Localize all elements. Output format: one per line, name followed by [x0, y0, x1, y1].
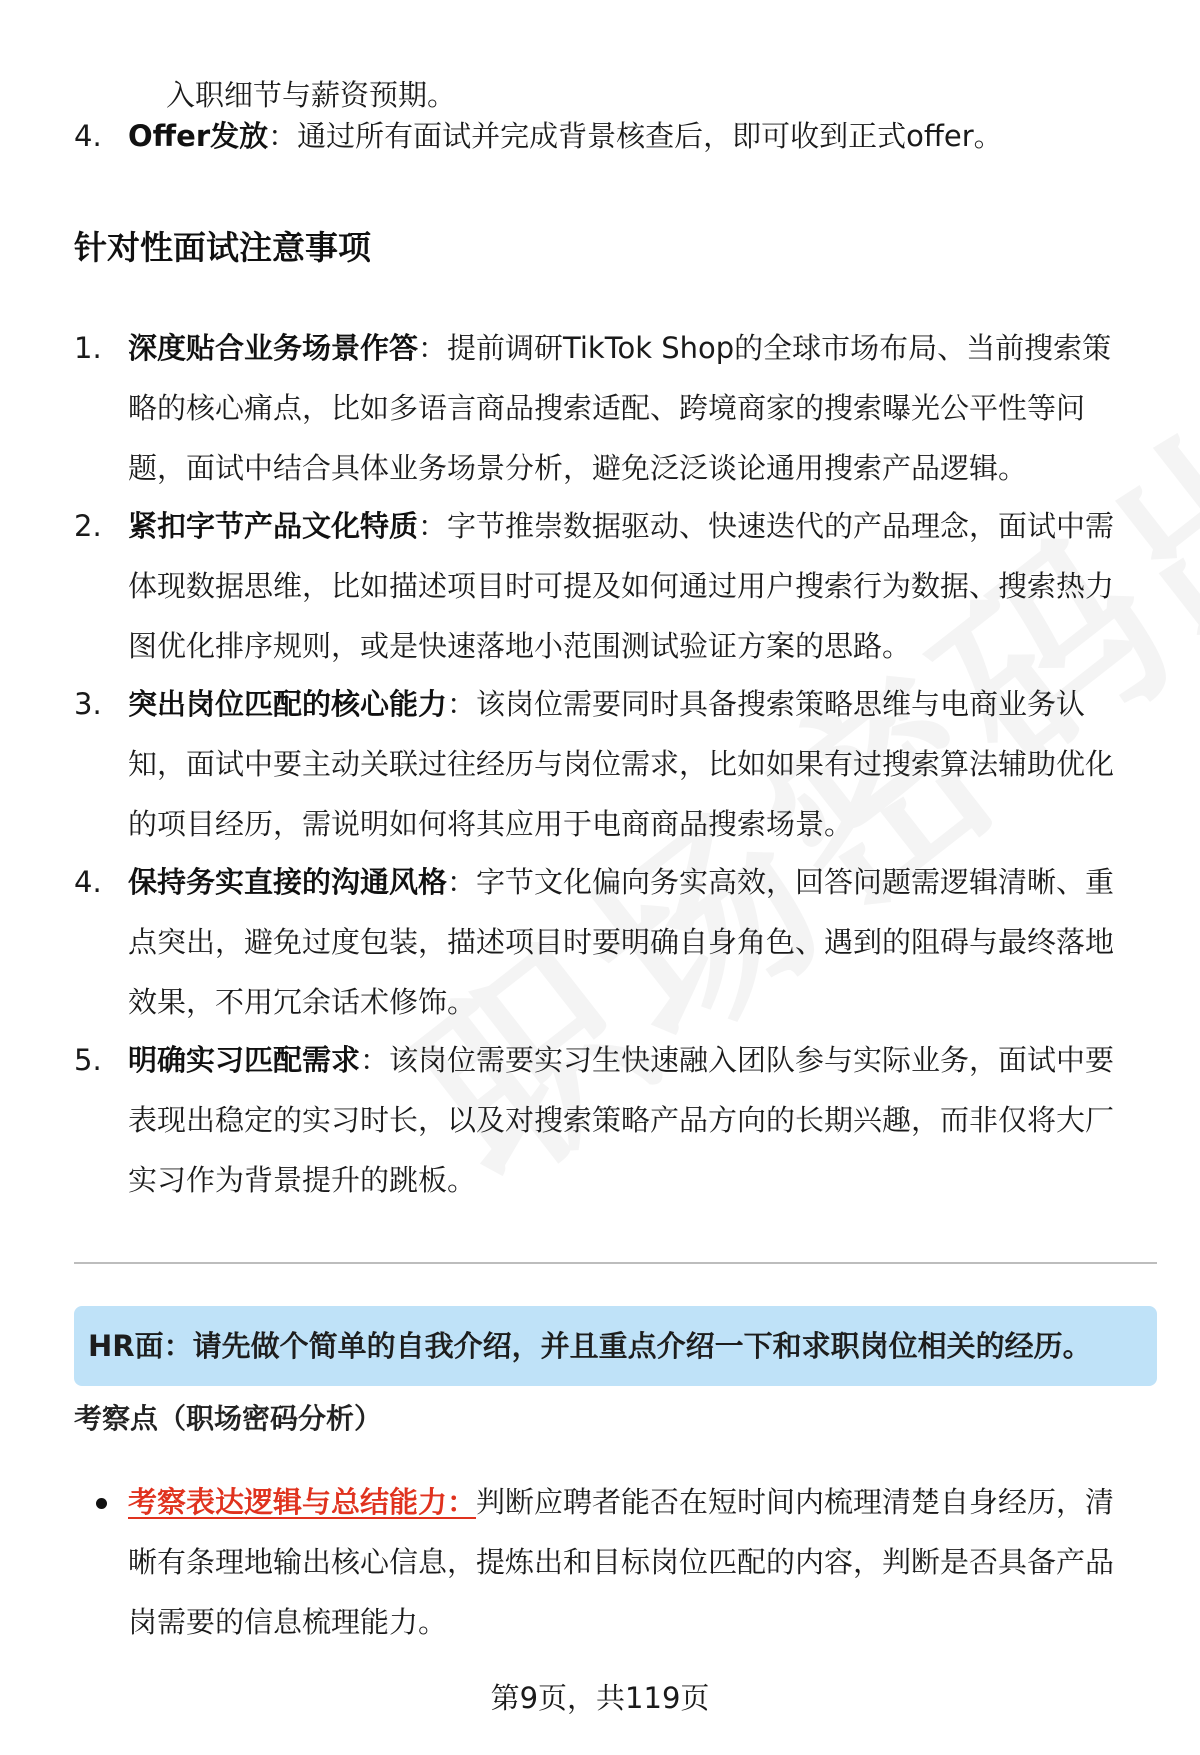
analysis-bullet	[74, 1472, 1144, 1652]
list-item-body: ：该岗位需要实习生快速融入团队参与实际业务，面试中要表现出稳定的实习时长，以及对搜索策略产品方向的长期兴趣，而非仅将大厂实习作为背景提升的跳板。	[128, 1043, 1115, 1197]
list-number: 2.	[74, 509, 102, 543]
list-number: 4.	[74, 865, 102, 899]
list-number: 1.	[74, 331, 102, 365]
list-item-bold-label: 深度贴合业务场景作答	[128, 331, 419, 365]
process-item-4	[74, 106, 1144, 166]
tip-item-2	[74, 496, 1144, 676]
question-text: HR面：请先做个简单的自我介绍，并且重点介绍一下和求职岗位相关的经历。	[88, 1329, 1092, 1363]
list-number: 4.	[74, 119, 102, 153]
list-text	[128, 674, 1128, 854]
list-item-bold-label: 紧扣字节产品文化特质	[128, 509, 419, 543]
list-item-body: ：通过所有面试并完成背景核查后，即可收到正式offer。	[268, 119, 1003, 153]
list-number: 3.	[74, 687, 102, 721]
list-text	[128, 496, 1128, 676]
list-text	[128, 106, 1128, 166]
list-item-body: ：提前调研TikTok Shop的全球市场布局、当前搜索策略的核心痛点，比如多语言商品搜索适配、跨境商家的搜索曝光公平性等问题，面试中结合具体业务场景分析，避免泛泛谈论通用搜索产品逻辑。	[128, 331, 1112, 485]
list-item-bold-label: Offer发放	[128, 119, 269, 153]
section-divider	[74, 1262, 1157, 1264]
list-item-body: ：该岗位需要同时具备搜索策略思维与电商业务认知，面试中要主动关联过往经历与岗位需求，比如如果有过搜索算法辅助优化的项目经历，需说明如何将其应用于电商商品搜索场景。	[128, 687, 1115, 841]
list-text	[128, 318, 1128, 498]
tip-item-4	[74, 852, 1144, 1032]
list-item-body: ：字节推崇数据驱动、快速迭代的产品理念，面试中需体现数据思维，比如描述项目时可提及如何通过用户搜索行为数据、搜索热力图优化排序规则，或是快速落地小范围测试验证方案的思路。	[128, 509, 1115, 663]
bullet-dot-icon	[96, 1498, 107, 1509]
tip-item-1	[74, 318, 1144, 498]
list-number: 5.	[74, 1043, 102, 1077]
carry-over-line: 入职细节与薪资预期。	[166, 78, 457, 112]
analysis-highlight-link[interactable]: 考察表达逻辑与总结能力：	[128, 1485, 477, 1519]
list-item-bold-label: 保持务实直接的沟通风格	[128, 865, 448, 899]
list-text	[128, 1030, 1128, 1210]
list-item-body: ：字节文化偏向务实高效，回答问题需逻辑清晰、重点突出，避免过度包装，描述项目时要明确自身角色、遇到的阻碍与最终落地效果，不用冗余话术修饰。	[128, 865, 1115, 1019]
page-footer: 第9页，共119页	[490, 1681, 710, 1715]
bullet-text	[128, 1472, 1128, 1652]
list-item-bold-label: 明确实习匹配需求	[128, 1043, 361, 1077]
list-item-bold-label: 突出岗位匹配的核心能力	[128, 687, 448, 721]
analysis-title: 考察点（职场密码分析）	[74, 1402, 383, 1435]
list-text	[128, 852, 1128, 1032]
tip-item-5	[74, 1030, 1144, 1210]
analysis-body: 判断应聘者能否在短时间内梳理清楚自身经历，清晰有条理地输出核心信息，提炼出和目标岗位匹配的内容，判断是否具备产品岗需要的信息梳理能力。	[128, 1485, 1115, 1639]
tip-item-3	[74, 674, 1144, 854]
question-callout	[74, 1306, 1157, 1386]
section-title: 针对性面试注意事项	[74, 228, 371, 267]
